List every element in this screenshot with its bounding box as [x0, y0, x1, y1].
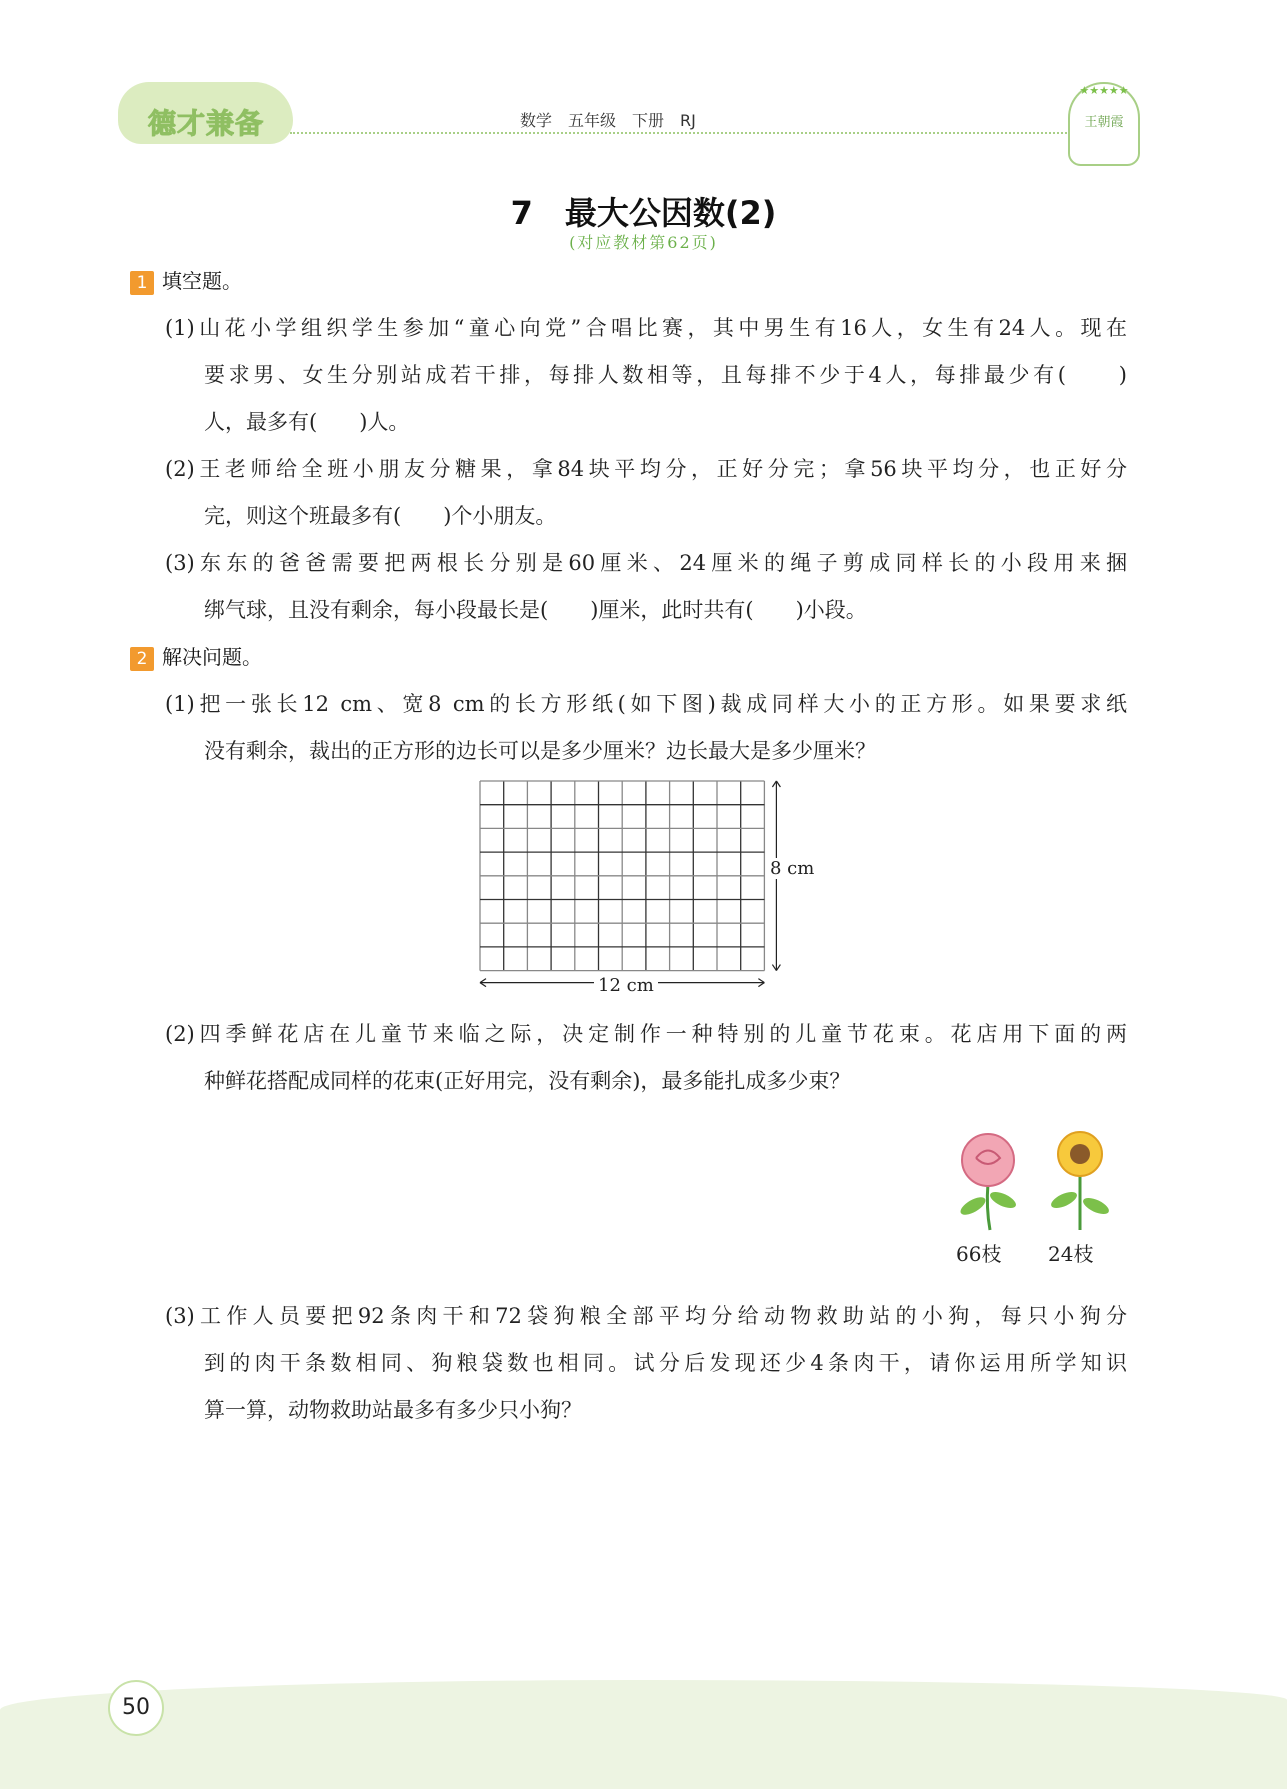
sunflower-icon	[1040, 1128, 1120, 1233]
question-line: (3)东东的爸爸需要把两根长分别是60厘米、24厘米的绳子剪成同样长的小段用来捆	[165, 551, 1127, 575]
question-line: (2)王老师给全班小朋友分糖果，拿84块平均分，正好分完；拿56块平均分，也正好分	[165, 457, 1127, 481]
book-info: 数学 五年级 下册 RJ	[520, 111, 696, 130]
header-divider	[290, 132, 1070, 134]
question-line: 到的肉干条数相同、狗粮袋数也相同。试分后发现还少4条肉干，请你运用所学知识	[204, 1351, 1127, 1375]
height-label: 8 cm	[770, 858, 815, 879]
section-header-solve: 2 解决问题。	[130, 641, 262, 671]
question-line: 算一算，动物救助站最多有多少只小狗？	[204, 1398, 582, 1422]
brand-logo: 德才兼备	[118, 82, 293, 144]
question-line: (2)四季鲜花店在儿童节来临之际，决定制作一种特别的儿童节花束。花店用下面的两	[165, 1022, 1127, 1046]
width-label: 12 cm	[594, 975, 658, 996]
footer-decoration	[0, 1680, 1287, 1789]
sunflower-count: 24枝	[1048, 1242, 1094, 1266]
page-title: 7 最大公因数(2)	[510, 194, 777, 232]
question-line: (1)山花小学组织学生参加“童心向党”合唱比赛，其中男生有16人，女生有24人。现在	[165, 316, 1127, 340]
question-line: 种鲜花搭配成同样的花束(正好用完，没有剩余)，最多能扎成多少束？	[204, 1069, 851, 1093]
textbook-reference: (对应教材第62页)	[569, 233, 718, 252]
question-line: 绑气球，且没有剩余，每小段最长是( )厘米，此时共有( )小段。	[204, 598, 867, 622]
question-line: (1)把一张长12 cm、宽8 cm的长方形纸(如下图)裁成同样大小的正方形。如果要求纸	[165, 692, 1127, 716]
grid-figure	[470, 775, 830, 1000]
page-number: 50	[108, 1680, 164, 1736]
rose-icon	[948, 1128, 1028, 1233]
question-line: 完，则这个班最多有( )个小朋友。	[204, 504, 557, 528]
question-line: (3)工作人员要把92条肉干和72袋狗粮全部平均分给动物救助站的小狗，每只小狗分	[165, 1304, 1127, 1328]
question-line: 人，最多有( )人。	[204, 410, 410, 434]
section-header-fill-blank: 1 填空题。	[130, 265, 242, 295]
author-seal: ★★★★★ 王朝霞	[1068, 82, 1140, 166]
rose-count: 66枝	[956, 1242, 1002, 1266]
question-line: 要求男、女生分别站成若干排，每排人数相等，且每排不少于4人，每排最少有( )	[204, 363, 1127, 387]
question-line: 没有剩余，裁出的正方形的边长可以是多少厘米？边长最大是多少厘米？	[204, 739, 876, 763]
